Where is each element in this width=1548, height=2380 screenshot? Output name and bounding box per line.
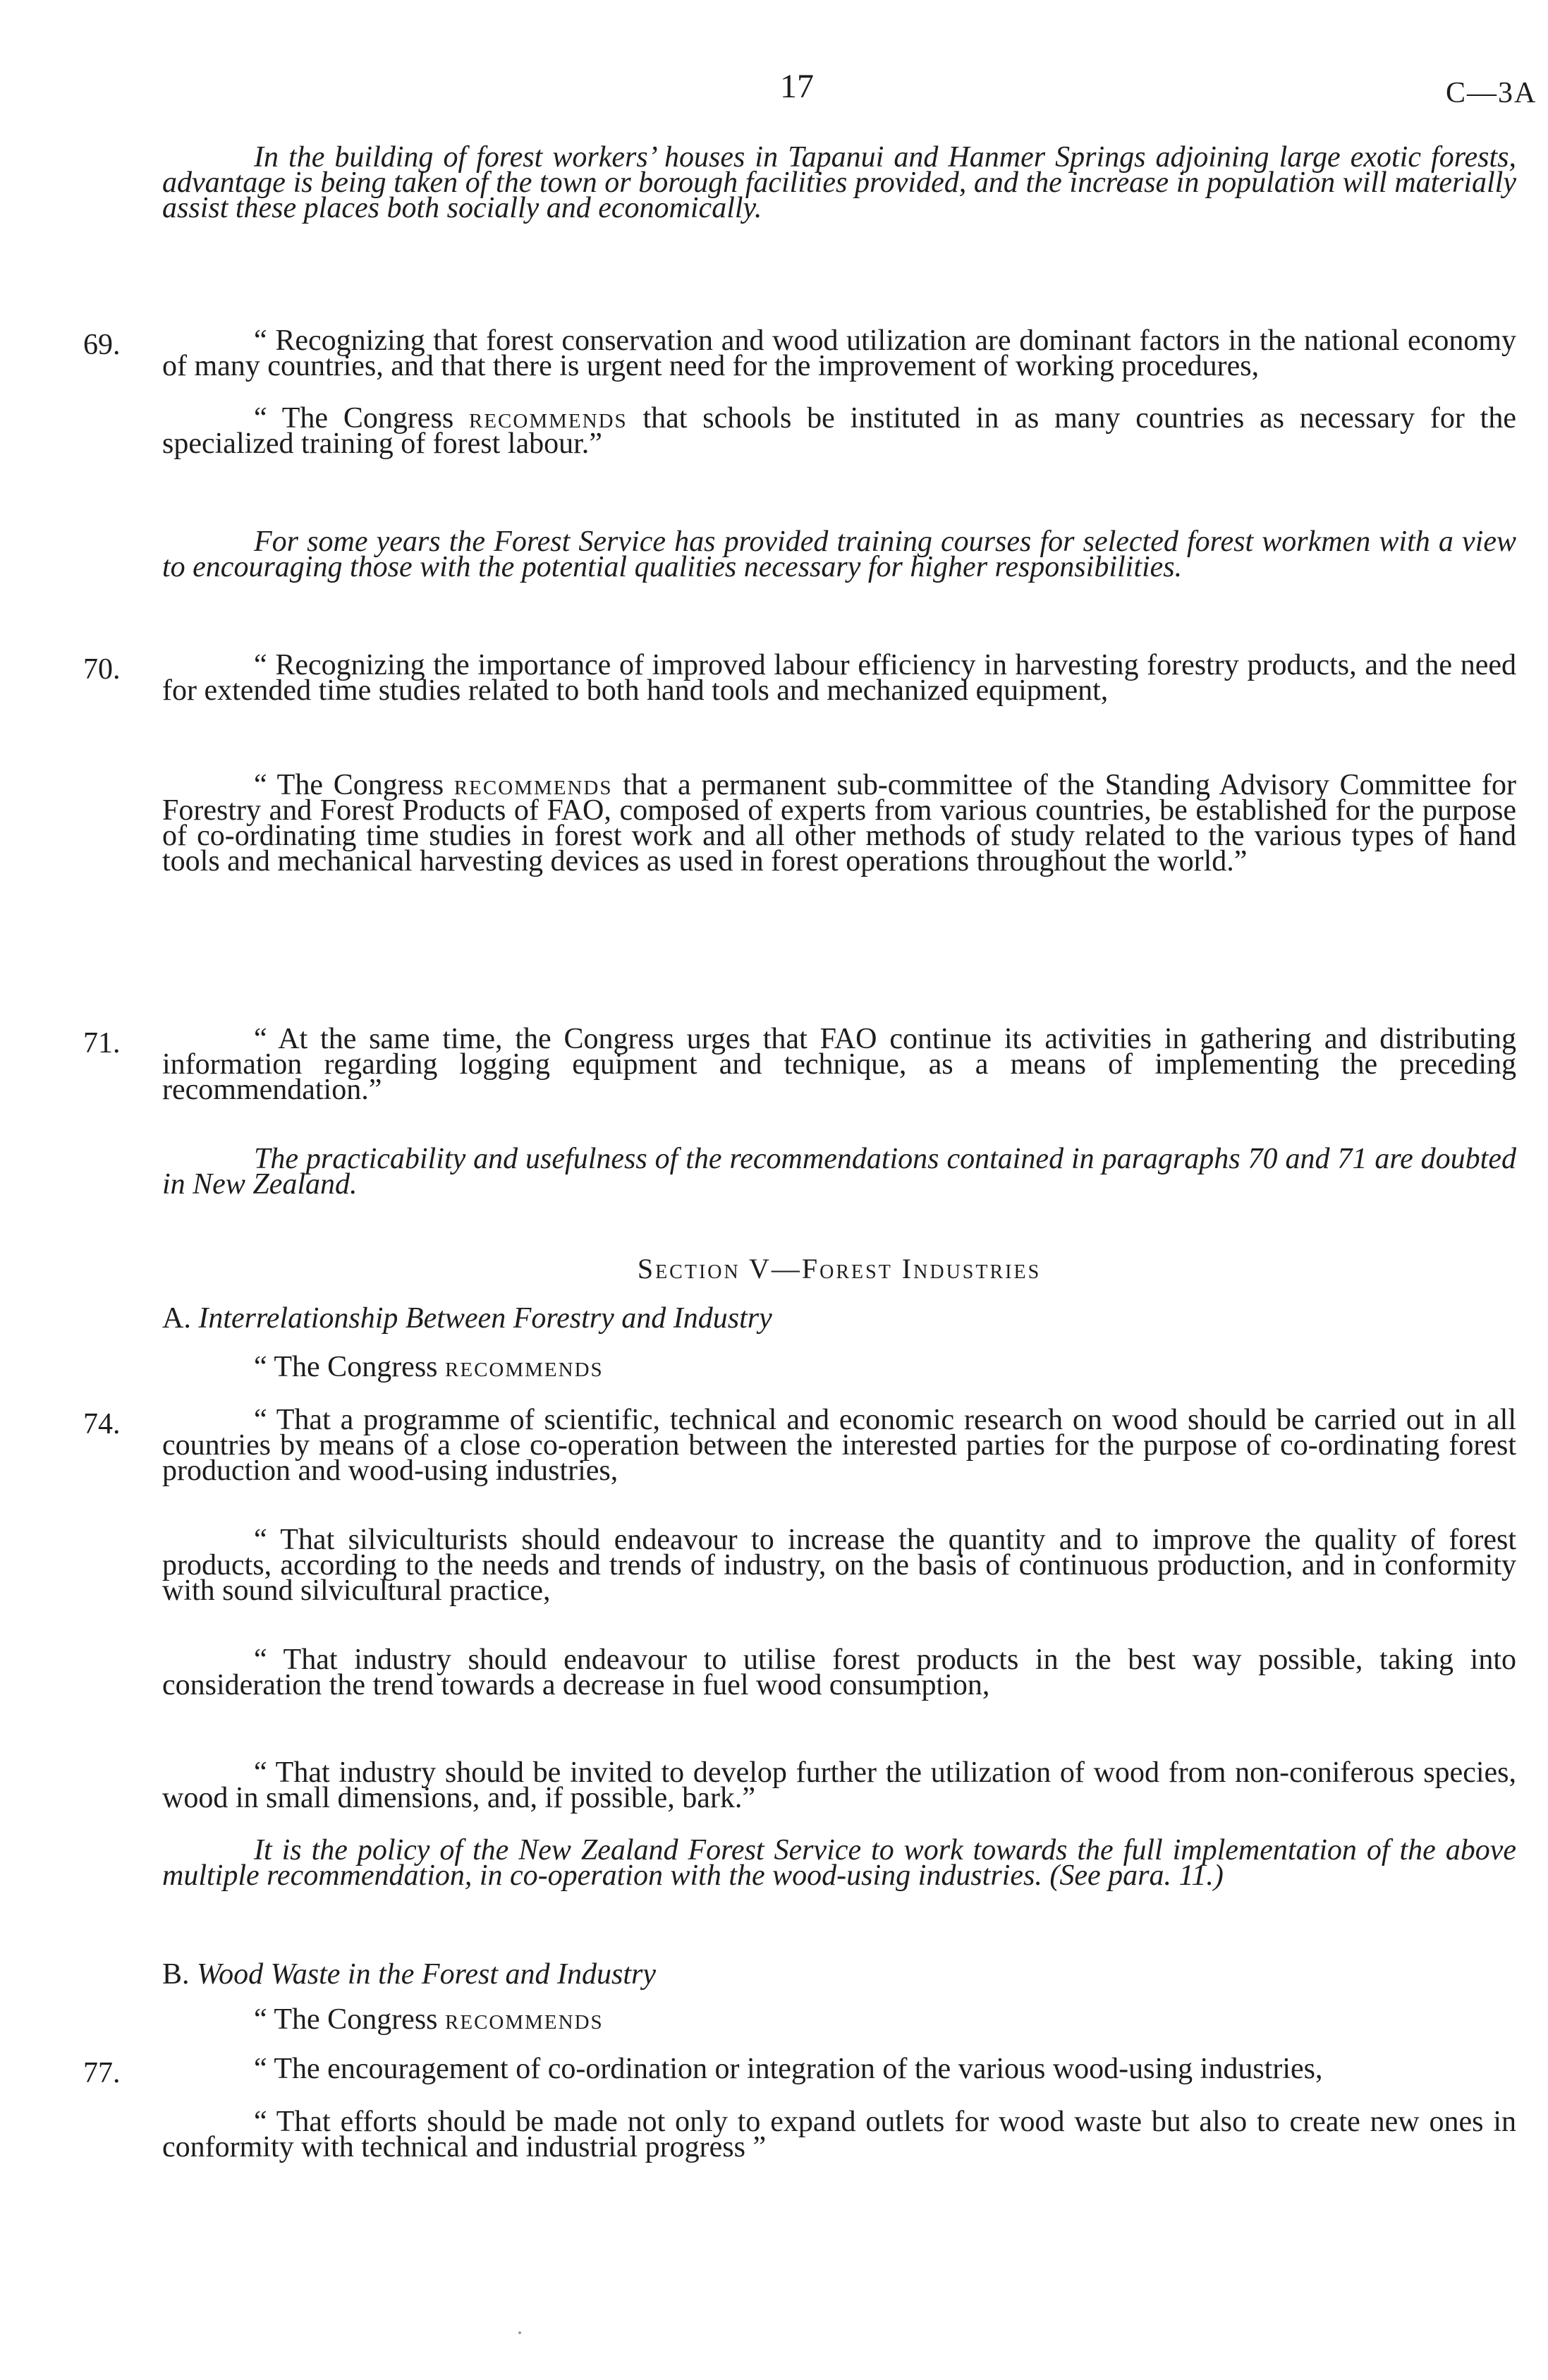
paragraph-70-text: “ Recognizing the importance of improved labour efficiency in harvesting forestry products, and the need for extended time studies related to both hand tools and mechanized equipment, xyxy=(162,649,1516,707)
paragraph-69-comment: For some years the Forest Service has provided training courses for selected forest workmen with a view to encouraging those with the potential qualities necessary for higher responsibilities. xyxy=(162,526,1516,583)
subsection-a-heading xyxy=(162,1301,772,1335)
recommendation-body: that a permanent sub-committee of the Standing Advisory Committee for Forestry and Forest Products of FAO, composed of experts from various countries, be established for the purpose of co-ordinating time studies in forest work and all other methods of study related to the various types of hand tools and mechanical harvesting devices as used in forest operations throughout the world.” xyxy=(162,769,1516,878)
document-reference: C—3A xyxy=(1446,77,1537,109)
recommendation-prefix: “ The Congress xyxy=(254,769,454,801)
paragraph-77-text-1: “ The encouragement of co-ordination or integration of the various wood-using industries, xyxy=(254,2053,1323,2085)
subsection-b-heading xyxy=(162,1957,656,1991)
recommendation-prefix: “ The Congress xyxy=(254,2003,446,2036)
paragraph-74-text-1: “ That a programme of scientific, technical and economic research on wood should be carried out in all countries by means of a close co-operation between the interested parties for the purpose of co-ordinating forest production and wood-using industries, xyxy=(162,1404,1516,1487)
subsection-letter: A. xyxy=(162,1302,199,1335)
recommendation-body: that schools be instituted in as many countries as necessary for the specialized training of forest labour.” xyxy=(162,402,1516,460)
paragraph-71-comment: The practicability and usefulness of the recommendations contained in paragraphs 70 and 71 are doubted in New Zealand. xyxy=(162,1143,1516,1201)
paragraph-74-comment: It is the policy of the New Zealand Forest Service to work towards the full implementation of the above multiple recommendation, in co-operation with the wood-using industries. (See para. 11.) xyxy=(162,1834,1516,1892)
paragraph-number-70: 70. xyxy=(83,653,121,686)
recommends-keyword: recommends xyxy=(469,402,628,435)
paragraph-71-text: “ At the same time, the Congress urges that FAO continue its activities in gathering and distributing information regarding logging equipment and technique, as a means of implementing the preceding recommendation.” xyxy=(162,1023,1516,1106)
paragraph-74-text-2: “ That silviculturists should endeavour to increase the quantity and to improve the quality of forest products, according to the needs and trends of industry, on the basis of continuous production, and in conformity with sound silvicultural practice, xyxy=(162,1524,1516,1607)
paragraph-number-71: 71. xyxy=(83,1027,121,1060)
paragraph-69-text: “ Recognizing that forest conservation and wood utilization are dominant factors in the national economy of many countries, and that there is urgent need for the improvement of working procedures, xyxy=(162,324,1516,382)
recommends-keyword: recommends xyxy=(445,1351,604,1383)
recommendation-prefix: “ The Congress xyxy=(254,1351,446,1383)
subsection-title: Wood Waste in the Forest and Industry xyxy=(197,1958,656,1991)
recommendation-prefix: “ The Congress xyxy=(254,402,469,435)
paragraph-70-recommendation xyxy=(162,769,1516,878)
paragraph-number-69: 69. xyxy=(83,329,121,361)
page-number: 17 xyxy=(780,68,814,105)
subsection-b-congress xyxy=(162,2003,1516,2036)
subsection-title: Interrelationship Between Forestry and Industry xyxy=(198,1302,772,1335)
paragraph-number-74: 74. xyxy=(83,1408,121,1440)
paragraph-69-recommendation xyxy=(162,402,1516,460)
paragraph-74-text-3: “ That industry should endeavour to utilise forest products in the best way possible, taking into consideration the trend towards a decrease in fuel wood consumption, xyxy=(162,1644,1516,1701)
paragraph-number-77: 77. xyxy=(83,2057,121,2089)
paragraph-74-text-4: “ That industry should be invited to develop further the utilization of wood from non-coniferous species, wood in small dimensions, and, if possible, bark.” xyxy=(162,1756,1516,1814)
print-speck xyxy=(518,2331,521,2334)
paragraph-77-text-2: “ That efforts should be made not only to expand outlets for wood waste but also to create new ones in conformity with technical and industrial progress ” xyxy=(162,2106,1516,2163)
intro-comment: In the building of forest workers’ houses in Tapanui and Hanmer Springs adjoining large exotic forests, advantage is being taken of the town or borough facilities provided, and the increase in population will materially assist these places both socially and economically. xyxy=(162,141,1516,224)
subsection-a-congress xyxy=(162,1351,1516,1383)
recommends-keyword: recommends xyxy=(453,769,613,801)
subsection-letter: B. xyxy=(162,1958,197,1991)
recommends-keyword: recommends xyxy=(445,2003,604,2036)
section-heading: Section V—Forest Industries xyxy=(637,1253,1042,1285)
